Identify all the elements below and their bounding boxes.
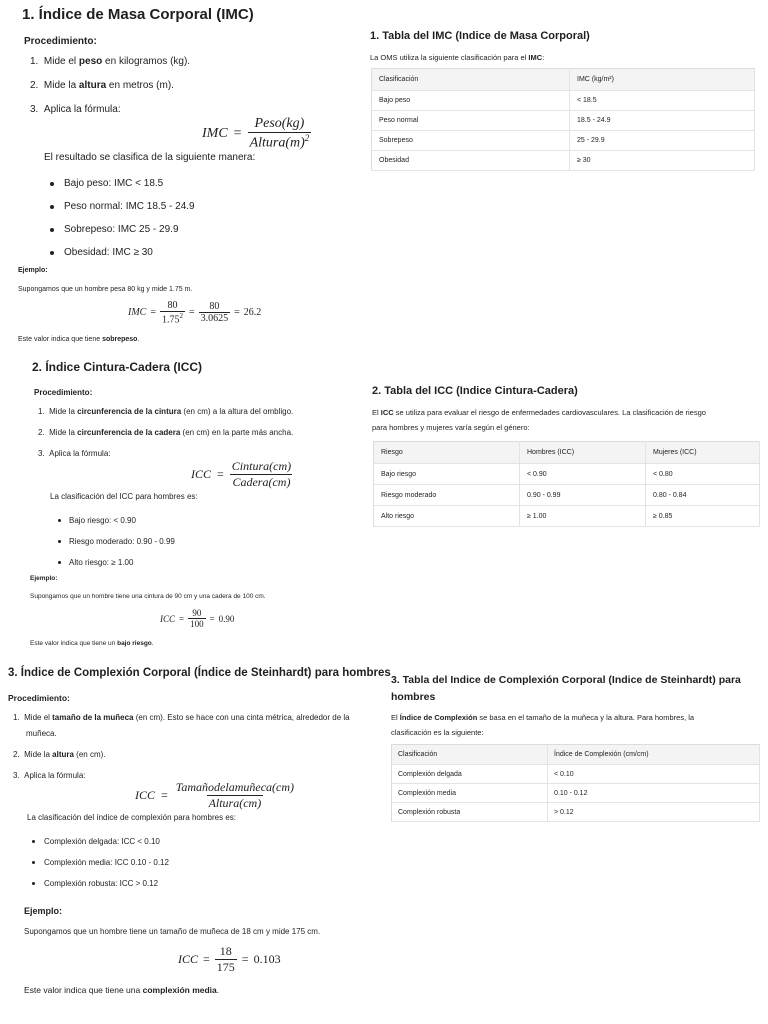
- imc-title: 1. Índice de Masa Corporal (IMC): [22, 6, 254, 23]
- table-cell: Sobrepeso: [372, 131, 570, 151]
- icc-table-intro-line1: El ICC se utiliza para evaluar el riesgo de enfermedades cardiovasculares. La clasificación de riesgo: [372, 408, 706, 417]
- formula-fraction: $\frac{18}{175}$: [216, 944, 235, 974]
- icc-table-intro-line2: para hombres y mujeres varía según el género:: [372, 423, 530, 432]
- table-cell: 18.5 - 24.9: [570, 111, 755, 131]
- table-row: [372, 131, 755, 151]
- table-header-row: [392, 745, 760, 765]
- table-header-row: [374, 442, 760, 464]
- table-cell: > 0.12: [548, 803, 760, 822]
- icc-table-title: 2. Tabla del ICC (Indice Cintura-Cadera): [372, 385, 578, 397]
- imc-step-1: [30, 56, 190, 67]
- table-cell: < 0.10: [548, 765, 760, 784]
- complexion-table-intro-line1: El Índice de Complexión se basa en el tamaño de la muñeca y la altura. Para hombres, la: [391, 713, 695, 722]
- list-item: Riesgo moderado: 0.90 - 0.99: [58, 531, 175, 552]
- icc-step-1: 1. Mide la circunferencia de la cintura (en cm) a la altura del ombligo.: [38, 407, 294, 416]
- list-item: Bajo peso: IMC < 18.5: [50, 172, 195, 195]
- icc-classify-intro: La clasificación del ICC para hombres es:: [50, 492, 198, 501]
- table-row: [392, 784, 760, 803]
- icc-step-2: 2. Mide la circunferencia de la cadera (en cm) en la parte más ancha.: [38, 428, 294, 437]
- step-text: en metros (m).: [106, 80, 174, 91]
- step-number: 2.: [30, 80, 39, 91]
- table-row: [374, 485, 760, 506]
- imc-step-2: [30, 80, 174, 91]
- table-header-cell: Clasificación: [392, 745, 548, 765]
- complexion-step-3: 3. Aplica la fórmula:: [13, 771, 86, 780]
- complexion-table-title-line2: hombres: [391, 691, 436, 703]
- list-item: Complexión delgada: ICC < 0.10: [32, 831, 169, 852]
- complexion-step-1-cont: muñeca.: [26, 729, 57, 738]
- table-row: [372, 91, 755, 111]
- step-number: 1.: [30, 56, 39, 67]
- table-cell: 0.10 - 0.12: [548, 784, 760, 803]
- formula-fraction: $\frac{90}{100}$: [190, 608, 204, 629]
- formula-numerator: 80: [167, 300, 178, 311]
- table-cell: Alto riesgo: [374, 506, 520, 527]
- imc-bullet-list: [50, 172, 195, 264]
- table-row: [374, 506, 760, 527]
- imc-table-title: 1. Tabla del IMC (Indice de Masa Corporal): [370, 30, 590, 42]
- imc-ejemplo-label: Ejemplo:: [18, 267, 48, 274]
- table-cell: Obesidad: [372, 151, 570, 171]
- table-cell: ≥ 1.00: [520, 506, 646, 527]
- formula-result: 26.2: [243, 307, 262, 319]
- table-cell: Complexión robusta: [392, 803, 548, 822]
- icc-result-text: Este valor indica que tiene un bajo riesgo.: [30, 640, 154, 647]
- table-header-cell: Mujeres (ICC): [646, 442, 760, 464]
- formula-lhs: IMC: [202, 125, 228, 141]
- formula-fraction: [160, 300, 185, 325]
- table-cell: Riesgo moderado: [374, 485, 520, 506]
- formula-fraction: [199, 301, 231, 324]
- table-row: [372, 111, 755, 131]
- table-cell: Bajo peso: [372, 91, 570, 111]
- table-cell: 25 - 29.9: [570, 131, 755, 151]
- icc-formula: ICC = $\frac{\text{Cintura(cm)}}{\text{Cadera(cm)}}$: [191, 459, 292, 489]
- complexion-step-2: 2. Mide la altura (en cm).: [13, 750, 106, 759]
- complexion-formula: ICC = $\frac{\text{Tamañodelamuñeca(cm)}}{\text{Altura(cm)}}$: [135, 780, 294, 810]
- step-number: 3.: [30, 104, 39, 115]
- icc-example-formula: ICC = $\frac{90}{100}$ = 0.90: [160, 608, 235, 629]
- table-cell: 0.90 - 0.99: [520, 485, 646, 506]
- table-cell: ≥ 30: [570, 151, 755, 171]
- formula-lhs: IMC: [128, 307, 147, 319]
- table-header-cell: IMC (kg/m²): [570, 69, 755, 91]
- imc-table: [371, 68, 755, 171]
- icc-ejemplo-text: Supongamos que un hombre tiene una cintura de 90 cm y una cadera de 100 cm.: [30, 593, 266, 600]
- complexion-table-title-line1: 3. Tabla del Indice de Complexión Corporal (Indice de Steinhardt) para: [391, 674, 741, 686]
- icc-ejemplo-label: Ejemplo:: [30, 575, 58, 582]
- step-text: en kilogramos (kg).: [102, 56, 191, 67]
- table-cell: 0.80 - 0.84: [646, 485, 760, 506]
- table-cell: Complexión delgada: [392, 765, 548, 784]
- list-item: Alto riesgo: ≥ 1.00: [58, 552, 175, 573]
- table-cell: Complexión media: [392, 784, 548, 803]
- table-cell: Peso normal: [372, 111, 570, 131]
- list-item: Complexión robusta: ICC > 0.12: [32, 873, 169, 894]
- complexion-title: 3. Índice de Complexión Corporal (Índice de Steinhardt) para hombres: [8, 667, 391, 679]
- icc-table: [373, 441, 760, 527]
- complexion-result-text: Este valor indica que tiene una complexión media.: [24, 985, 220, 995]
- imc-table-intro: La OMS utiliza la siguiente clasificación para el IMC:: [370, 53, 545, 62]
- formula-numerator: 80: [209, 301, 220, 313]
- table-row: [374, 464, 760, 485]
- step-text: Mide la: [43, 80, 79, 91]
- imc-example-formula: IMC = $\frac{80}{1.75^2}$ = $\frac{80}{3.0625}$ = 26.2: [128, 300, 262, 326]
- formula-denominator: 3.0625: [200, 313, 229, 325]
- complexion-bullet-list: [32, 831, 169, 894]
- table-row: [372, 151, 755, 171]
- table-row: [392, 803, 760, 822]
- complexion-classify-intro: La clasificación del índice de complexión para hombres es:: [27, 813, 237, 822]
- imc-procedimiento-label: Procedimiento:: [24, 36, 97, 47]
- table-row: [392, 765, 760, 784]
- table-header-cell: Riesgo: [374, 442, 520, 464]
- complexion-ejemplo-text: Supongamos que un hombre tiene un tamaño de muñeca de 18 cm y mide 175 cm.: [24, 927, 321, 936]
- complexion-example-formula: ICC = $\frac{18}{175}$ = 0.103: [178, 944, 281, 974]
- table-cell: < 0.90: [520, 464, 646, 485]
- step-text: Aplica la fórmula:: [43, 104, 121, 115]
- table-cell: < 18.5: [570, 91, 755, 111]
- list-item: Complexión media: ICC 0.10 - 0.12: [32, 852, 169, 873]
- table-cell: ≥ 0.85: [646, 506, 760, 527]
- table-header-cell: Índice de Complexión (cm/cm): [548, 745, 760, 765]
- formula-fraction: [248, 116, 312, 152]
- imc-result-text: Este valor indica que tiene sobrepeso.: [18, 336, 140, 343]
- step-bold: altura: [78, 80, 107, 91]
- table-header-cell: Hombres (ICC): [520, 442, 646, 464]
- complexion-ejemplo-label: Ejemplo:: [24, 906, 63, 916]
- table-header-cell: Clasificación: [372, 69, 570, 91]
- icc-bullet-list: [58, 510, 175, 573]
- imc-step-3: [30, 104, 121, 115]
- list-item: Peso normal: IMC 18.5 - 24.9: [50, 195, 195, 218]
- complexion-table: [391, 744, 760, 822]
- formula-fraction: $\frac{\text{Cintura(cm)}}{\text{Cadera(cm)}}$: [231, 459, 292, 489]
- list-item: Obesidad: IMC ≥ 30: [50, 241, 195, 264]
- table-cell: < 0.80: [646, 464, 760, 485]
- step-text: Mide el: [43, 56, 79, 67]
- imc-formula: IMC = $\frac{\text{Peso(kg)}}{Altura(m)^2}$: [202, 116, 310, 151]
- formula-fraction: $\frac{\text{Tamañodelamuñeca(cm)}}{\text{Altura(cm)}}$: [175, 780, 294, 810]
- imc-classify-intro: El resultado se clasifica de la siguiente manera:: [44, 152, 256, 163]
- formula-denominator: 1.75$^2$: [161, 312, 183, 326]
- icc-procedimiento-label: Procedimiento:: [34, 388, 93, 397]
- formula-numerator: Peso(kg): [254, 116, 305, 131]
- table-header-row: [372, 69, 755, 91]
- imc-ejemplo-text: Supongamos que un hombre pesa 80 kg y mide 1.75 m.: [18, 286, 193, 293]
- complexion-step-1: 1. Mide el tamaño de la muñeca (en cm). Esto se hace con una cinta métrica, alrededor de la: [13, 713, 350, 722]
- step-bold: peso: [78, 56, 103, 67]
- table-cell: Bajo riesgo: [374, 464, 520, 485]
- complexion-table-intro-line2: clasificación es la siguiente:: [391, 728, 484, 737]
- formula-denominator: $Altura(m)^2$: [249, 133, 310, 151]
- list-item: Bajo riesgo: < 0.90: [58, 510, 175, 531]
- complexion-procedimiento-label: Procedimiento:: [8, 693, 70, 703]
- list-item: Sobrepeso: IMC 25 - 29.9: [50, 218, 195, 241]
- icc-title: 2. Índice Cintura-Cadera (ICC): [32, 360, 203, 374]
- icc-step-3: 3. Aplica la fórmula:: [38, 449, 111, 458]
